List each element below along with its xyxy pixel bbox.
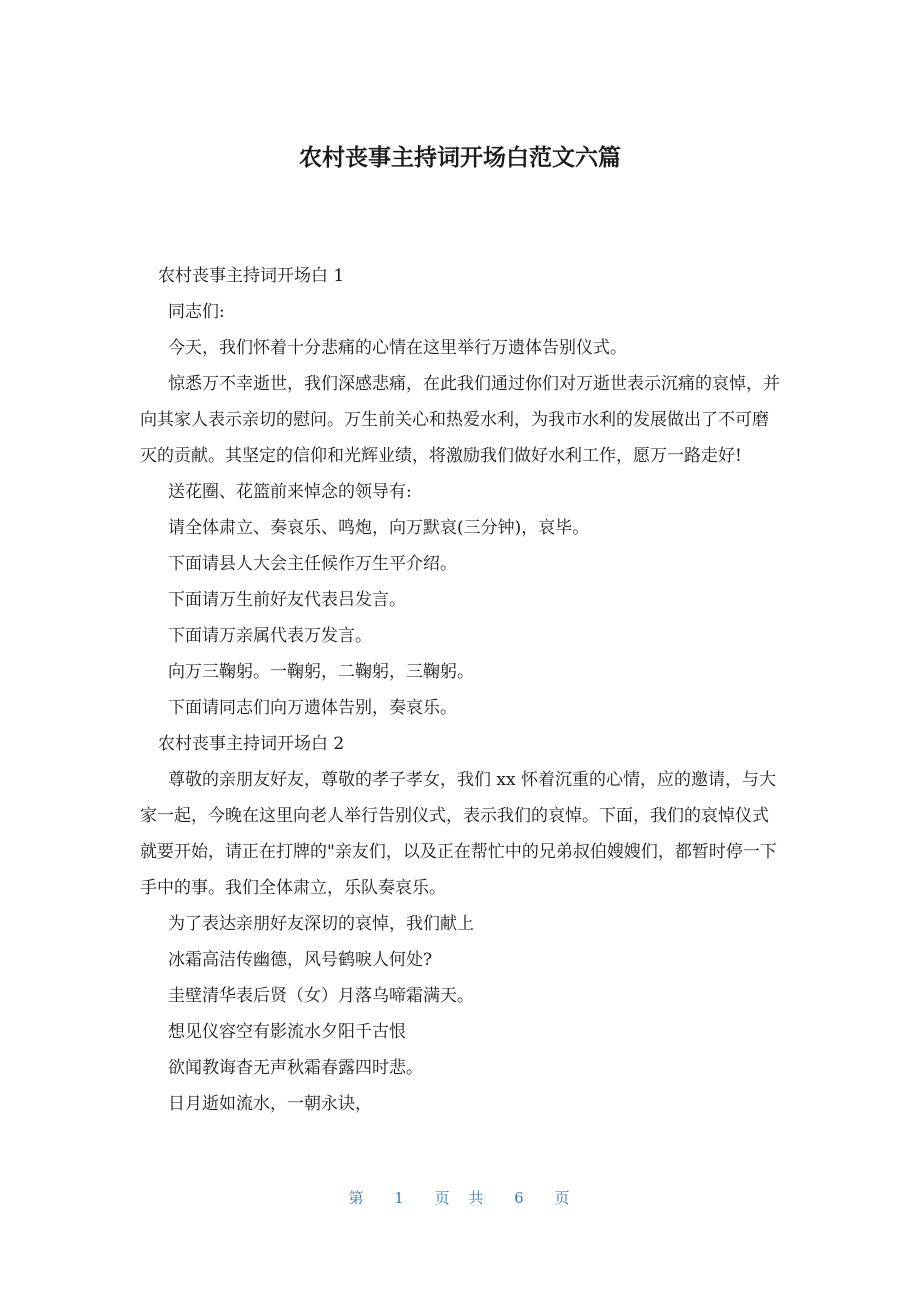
paragraph: 请全体肃立、奏哀乐、鸣炮，向万默哀(三分钟)，哀毕。: [168, 518, 590, 538]
paragraph: 下面请县人大会主任候作万生平介绍。: [168, 554, 457, 574]
footer-word-page: 第: [348, 1189, 366, 1207]
document-title: 农村丧事主持词开场白范文六篇: [299, 145, 621, 171]
paragraph: 下面请万生前好友代表吕发言。: [168, 590, 406, 610]
paragraph: 日月逝如流水，一朝永诀，: [168, 1094, 372, 1114]
paragraph: 农村丧事主持词开场白 2: [158, 734, 345, 754]
paragraph: 今天，我们怀着十分悲痛的心情在这里举行万遗体告别仪式。: [168, 338, 627, 358]
paragraph: 下面请同志们向万遗体告别，奏哀乐。: [168, 698, 457, 718]
paragraph: 向万三鞠躬。一鞠躬，二鞠躬，三鞠躬。: [168, 662, 474, 682]
paragraph: 农村丧事主持词开场白 1: [158, 266, 345, 286]
paragraph: 同志们:: [168, 302, 225, 322]
paragraph: 尊敬的亲朋友好友，尊敬的孝子孝女，我们 xx 怀着沉重的心情，应的邀请，与大家一起，今晚在这里向老人举行告别仪式，表示我们的哀悼。下面，我们的哀悼仪式就要开始，请正在打牌的"亲友们，以及正在帮忙中的兄弟叔伯嫂嫂们，都暂时停一下手中的事。我们全体肃立，乐队奏哀乐。: [140, 770, 777, 898]
paragraph: 送花圈、花篮前来悼念的领导有:: [168, 482, 412, 502]
paragraph: 想见仪容空有影流水夕阳千古恨: [168, 1022, 406, 1042]
footer-current-page: 1: [394, 1189, 406, 1207]
paragraph: 冰霜高洁传幽德，风号鹤唳人何处?: [168, 950, 433, 970]
paragraph: 圭壁清华表后贤（女）月落乌啼霜满天。: [168, 986, 474, 1006]
paragraph: 为了表达亲朋好友深切的哀悼，我们献上: [168, 914, 474, 934]
footer-total-pages: 6: [514, 1189, 526, 1207]
document-body: [140, 258, 780, 1122]
footer-word-pages: 页: [554, 1189, 572, 1207]
page-number-footer: [0, 1186, 920, 1210]
paragraph: 下面请万亲属代表万发言。: [168, 626, 372, 646]
paragraph: 惊悉万不幸逝世，我们深感悲痛，在此我们通过你们对万逝世表示沉痛的哀悼，并向其家人表示亲切的慰问。万生前关心和热爱水利，为我市水利的发展做出了不可磨灭的贡献。其坚定的信仰和光辉业绩，将激励我们做好水利工作，愿万一路走好!: [140, 374, 780, 466]
paragraph: 欲闻教诲杳无声秋霜春露四时悲。: [168, 1058, 423, 1078]
footer-word-of: 页 共: [434, 1189, 486, 1207]
